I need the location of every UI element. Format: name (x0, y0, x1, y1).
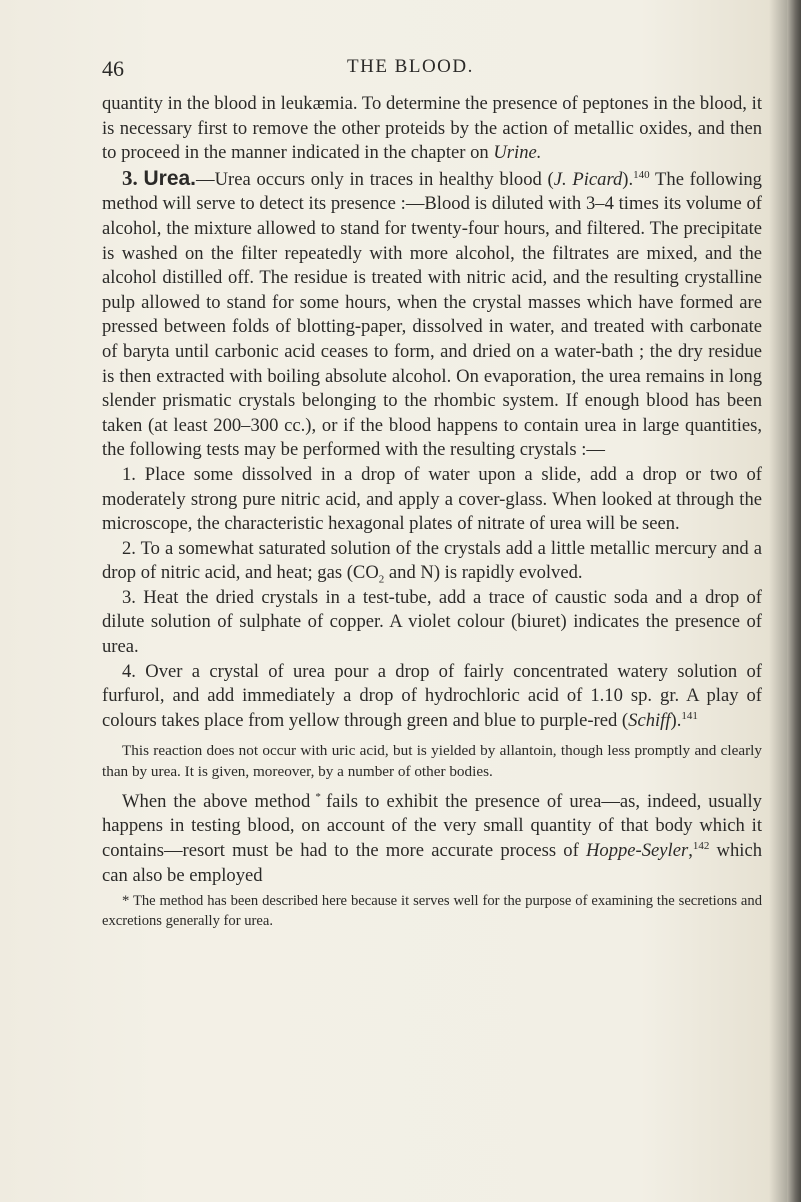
section-title: Urea. (143, 166, 197, 190)
author-citation: J. Picard (553, 168, 623, 190)
small-print-note: This reaction does not occur with uric acid, but is yielded by allantoin, though less promptly and clearly than by urea. It is given, moreover, by a number of other bodies. (102, 742, 762, 780)
reference-number: 141 (681, 709, 698, 722)
italic-reference: Urine. (493, 142, 542, 164)
paragraph-text: ). (622, 168, 634, 190)
paragraph-text: —Urea occurs only in traces in healthy blood ( (196, 168, 554, 190)
paragraph-text: , (688, 840, 693, 862)
author-citation: Hoppe-Seyler (585, 840, 689, 862)
paragraph-text: and N) is rapidly evolved. (384, 562, 583, 584)
paragraph-text: When the above method (122, 790, 311, 812)
page-body (102, 92, 762, 931)
footnote-marker: * (310, 790, 326, 803)
page-header (102, 56, 762, 84)
paragraph-text: ). (670, 709, 682, 731)
test-item-2 (102, 537, 762, 586)
running-title: THE BLOOD. (347, 56, 474, 77)
paragraph-text: 2. To a somewhat saturated solution of the crystals add a little metallic mercury and a drop of nitric acid, and heat; gas (CO (102, 537, 762, 584)
paragraph-hoppe-seyler (102, 790, 762, 888)
test-item-1: 1. Place some dissolved in a drop of water upon a slide, add a drop or two of moderately strong pure nitric acid, and apply a cover-glass. When looked at through the microscope, the characteristic hexagonal plates of nitrate of urea will be seen. (102, 463, 762, 535)
paragraph-text: quantity in the blood in leukæmia. To determine the presence of peptones in the blood, it is necessary first to remove the other proteids by the action of metallic oxides, and then to proceed in the manner indicated in the chapter on (102, 93, 762, 164)
paragraph-text: which can also be employed (102, 840, 762, 886)
book-spine-shadow (787, 0, 801, 1202)
reference-number: 142 (692, 839, 710, 852)
test-item-4 (102, 660, 762, 734)
page-number: 46 (102, 56, 124, 81)
paragraph-text: The following method will serve to detect its presence :—Blood is diluted with 3–4 times its volume of alcohol, the mixture allowed to stand for twenty-four hours, and filtered. The precipitate is washed on the filter repeatedly with more alcohol, the filtrates are mixed, and the alcohol distilled off. The residue is treated with nitric acid, and the resulting crystalline pulp allowed to stand for some hours, when the crystal masses which have formed are pressed between folds of blotting-paper, dissolved in water, and treated with carbonate of baryta until carbonic acid ceases to form, and dried on a water-bath ; the dry residue is then extracted with boiling absolute alcohol. On evaporation, the urea remains in long slender prismatic crystals belonging to the rhombic system. If enough blood has been taken (at least 200–300 cc.), or if the blood happens to contain urea in large quantities, the following tests may be performed with the resulting crystals :— (102, 168, 762, 461)
author-citation: Schiff (628, 709, 671, 731)
paragraph-text: fails to exhibit the presence of urea—as, indeed, usually happens in testing blood, on account of the very small quantity of that body which it contains—resort must be had to the more accurate process of (102, 790, 762, 862)
footnote: * The method has been described here because it serves well for the purpose of examining the secretions and excretions generally for urea. (102, 893, 762, 929)
subscript: 2 (378, 574, 385, 586)
reference-number: 140 (633, 168, 650, 181)
test-item-3: 3. Heat the dried crystals in a test-tube, add a trace of caustic soda and a drop of dilute solution of sulphate of copper. A violet colour (biuret) indicates the presence of urea. (102, 586, 762, 658)
section-urea (102, 166, 762, 463)
section-number: 3. (122, 165, 138, 190)
paragraph-intro (102, 92, 762, 166)
paragraph-text: 4. Over a crystal of urea pour a drop of fairly concentrated watery solution of furfurol, and add immediately a drop of hydrochloric acid of 1.10 sp. gr. A play of colours takes place from yellow through green and blue to purple-red ( (102, 660, 762, 731)
